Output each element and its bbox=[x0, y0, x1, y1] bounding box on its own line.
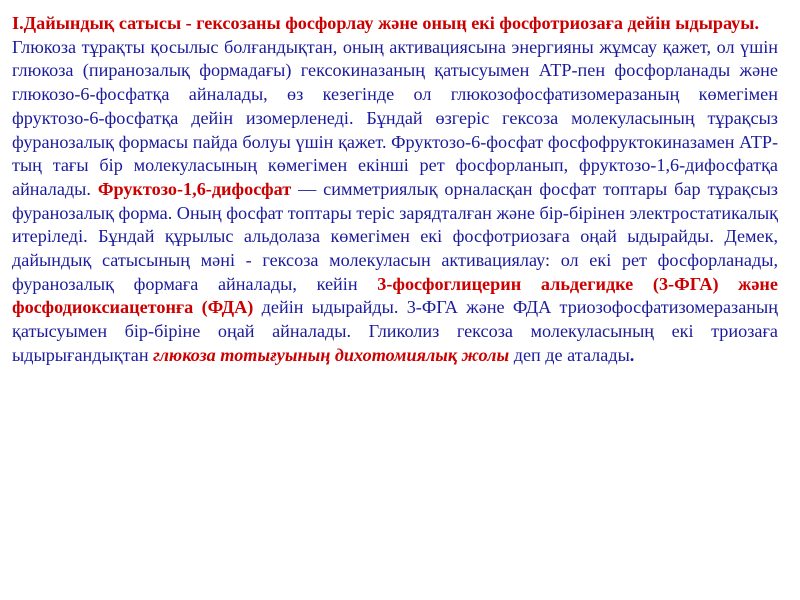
section-heading: I.Дайындық сатысы - гексозаны фосфорлау және оның екі фосфотриозаға дейін ыдырауы. bbox=[12, 13, 760, 33]
paragraph-text-1: Глюкоза тұрақты қосылыс болғандықтан, оның активациясына энергияны жұмсау қажет, ол үшін глюкоза (пиранозалық формадағы) гексокиназаның қатысуымен АТР-пен фосфорланады және глюкозо-6-фосфатқа айналады, өз кезегінде ол глюкозофосфатизомеразаның көмегімен фруктозо-6-фосфатқа дейін изомерленеді. Бұндай өзгеріс гексоза молекуласының тұрақсыз фуранозалық формасы пайда болуы үшін қажет. Фруктозо-6-фосфат фосфофруктокиназамен АТР-тың тағы бір молекуласының көмегімен екінші рет фосфорланып, фруктозо-1,6-дифосфатқа айналады. bbox=[12, 36, 778, 199]
paragraph-text-3: дейін ыдырайды. 3-ФГА және ФДА триозофосфатизомеразаның қатысуымен бір-біріне оңай айналады. Гликолиз гексоза молекуласының екі триозаға ыдырығандықтан bbox=[12, 297, 778, 365]
paragraph-text-2: — симметриялық орналасқан фосфат топтары бар тұрақсыз фуранозалық форма. Оның фосфат топтары теріс зарядталған және бір-бірінен электростатикалық итеріледі. Бұндай құрылыс альдолаза көмегімен екі фосфотриозаға оңай ыдырайды. Демек, дайындық сатысының мәні - гексоза молекуласын активациялау: ол екі рет фосфорланады, фуранозалық формаға айналады, кейін bbox=[12, 178, 778, 294]
highlighted-term-triose-products: 3-фосфоглицерин альдегидке (3-ФГА) және фосфодиоксиацетонға (ФДА) bbox=[12, 273, 778, 318]
paragraph-end-mark: . bbox=[629, 344, 635, 365]
highlighted-term-dichotomic-pathway: глюкоза тотығуының дихотомиялық жолы bbox=[153, 344, 510, 365]
highlighted-term-fructose-diphosphate: Фруктозо-1,6-дифосфат bbox=[97, 178, 292, 199]
document-page bbox=[12, 12, 778, 368]
paragraph-text-4: деп де аталады bbox=[509, 344, 630, 365]
body-paragraph bbox=[12, 36, 778, 368]
